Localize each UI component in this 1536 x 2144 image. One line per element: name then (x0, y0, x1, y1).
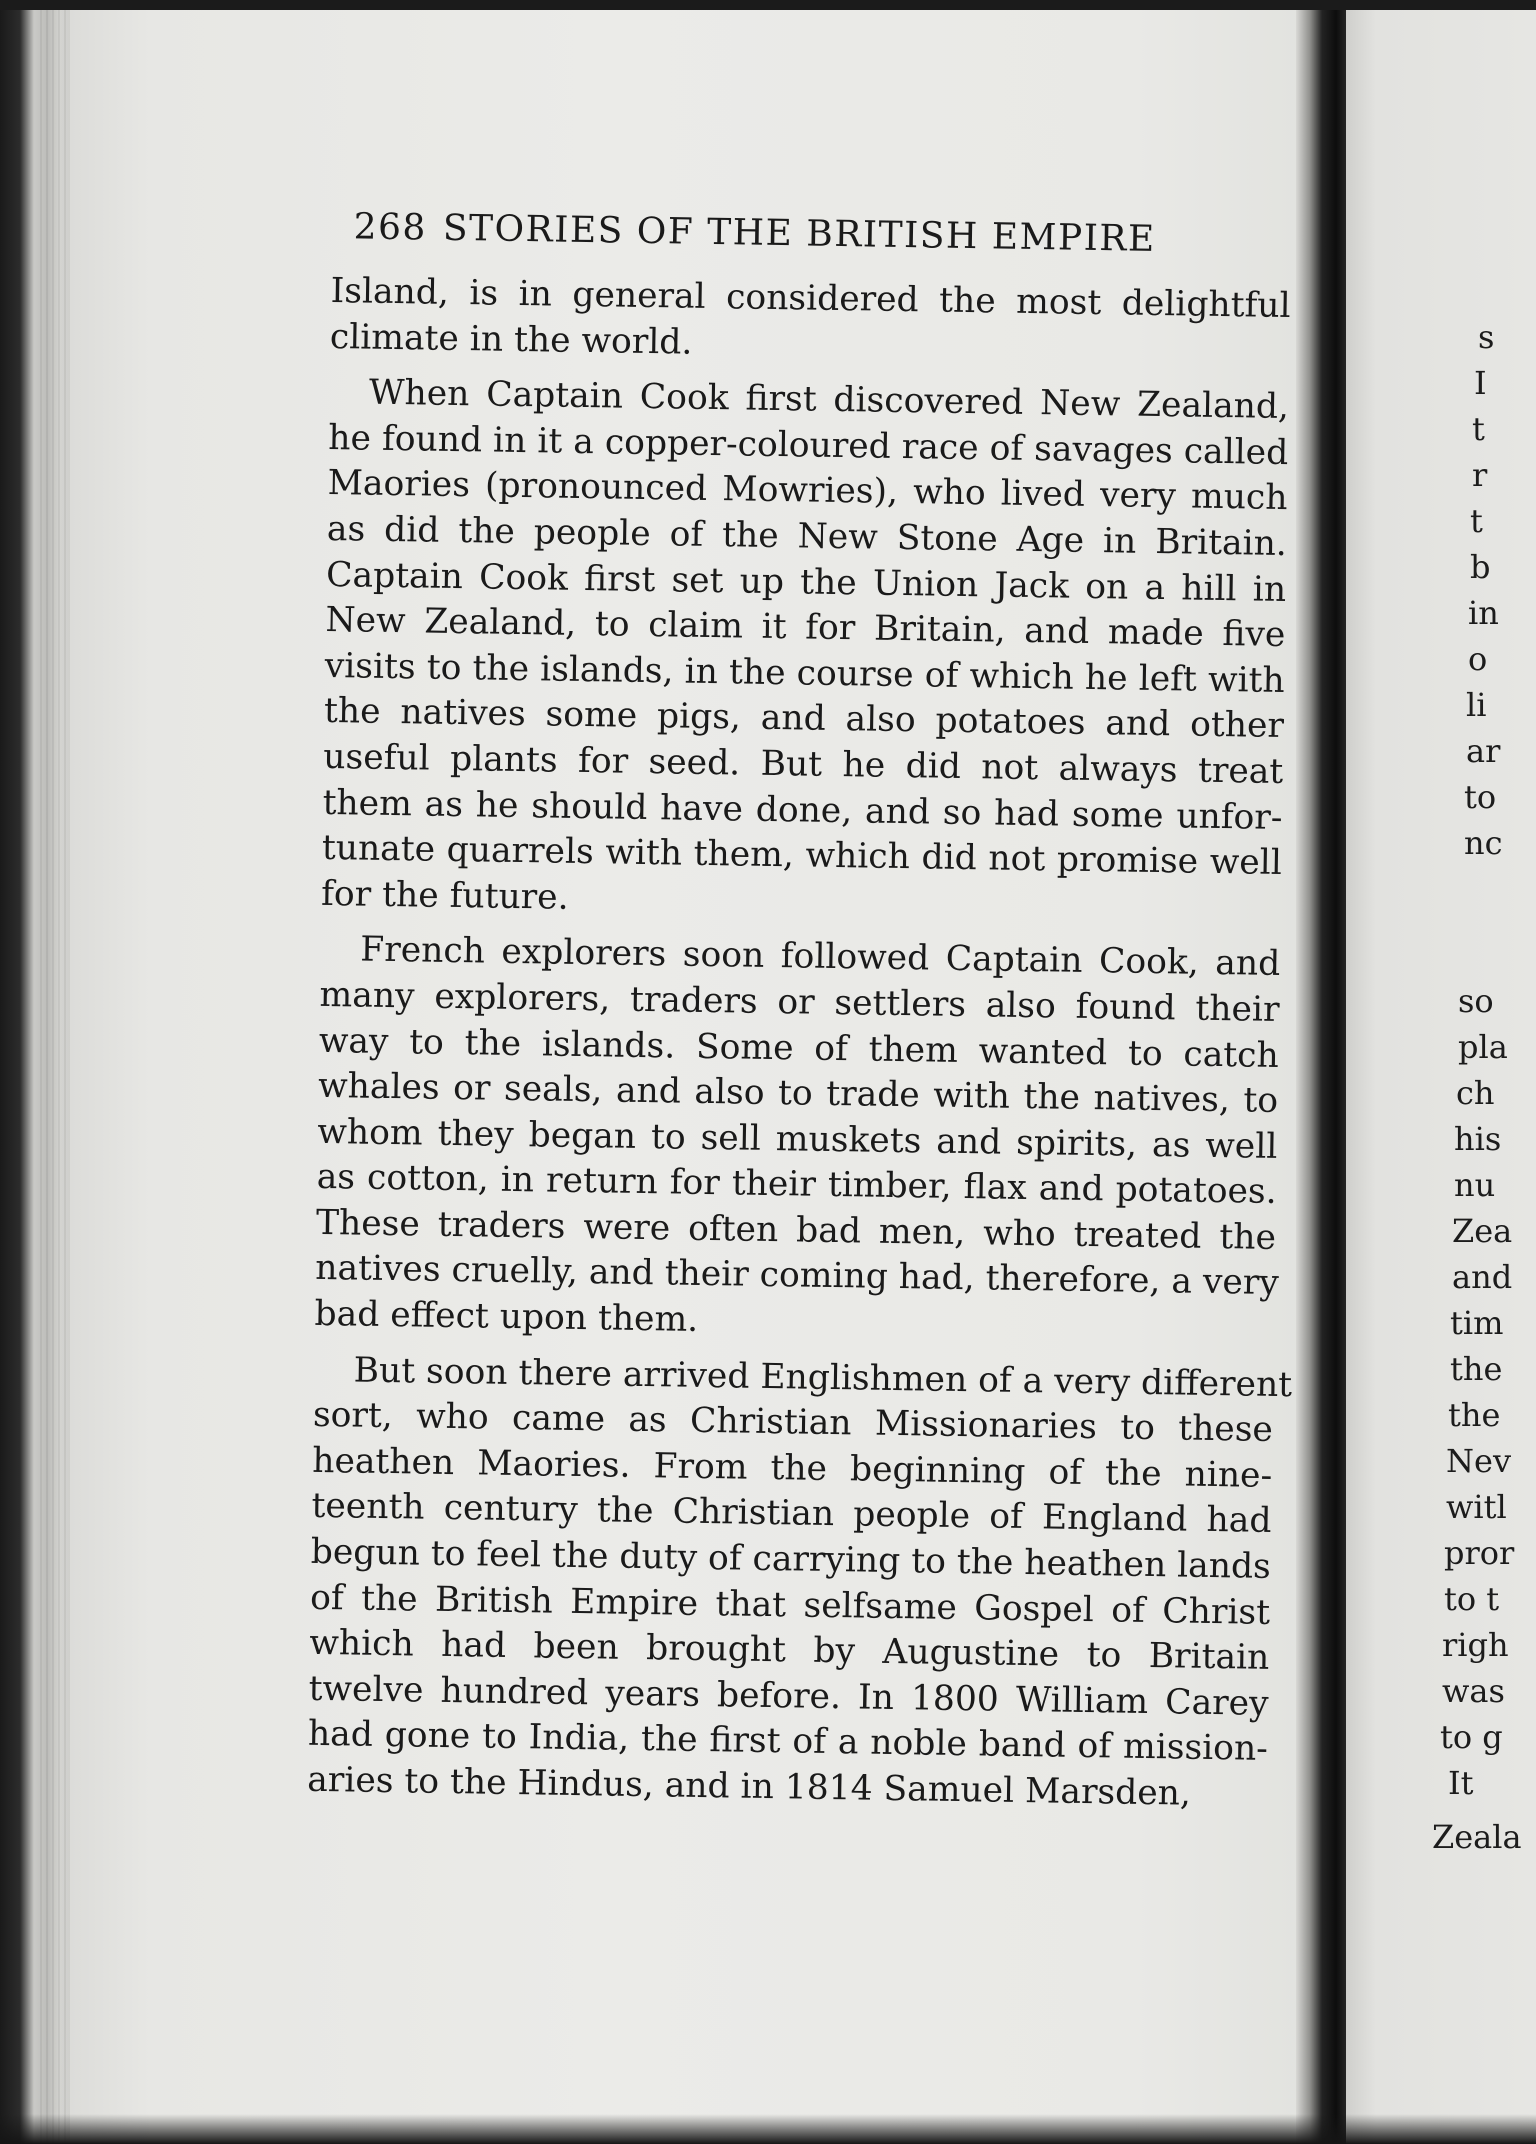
paragraph (330, 269, 1291, 375)
text-line: teenth century the Christian people of England had (311, 1486, 1272, 1542)
text-line: climate in the world. (329, 316, 693, 363)
facing-page-fragment: nu (1454, 1166, 1496, 1204)
facing-page-fragment: ar (1466, 732, 1501, 770)
text-line: way to the islands. Some of them wanted to catch (318, 1020, 1280, 1076)
text-line: begun to feel the duty of carrying to the heathen lands (310, 1531, 1272, 1587)
facing-page-fragment: b (1470, 548, 1491, 586)
paragraph (306, 1348, 1293, 1819)
facing-page-fragment: was (1442, 1672, 1505, 1710)
text-line: whom they began to sell muskets and spirits, as well (317, 1111, 1278, 1167)
facing-page-fragment: his (1454, 1120, 1502, 1158)
facing-page-fragment: pla (1458, 1028, 1508, 1066)
facing-page-fragment: li (1466, 686, 1487, 724)
facing-page-fragment: t (1472, 410, 1485, 448)
text-line: as did the people of the New Stone Age in Britain. (326, 508, 1288, 565)
facing-page-fragment: the (1448, 1396, 1501, 1434)
text-line: aries to the Hindus, and in 1814 Samuel Marsden, (306, 1759, 1192, 1814)
facing-page-fragment: righ (1442, 1626, 1509, 1664)
scan-bottom-border (0, 2114, 1536, 2144)
facing-page-fragment: nc (1464, 824, 1503, 862)
text-line: which had been brought by Augustine to Britain (309, 1623, 1270, 1679)
text-line: he found in it a copper-coloured race of savages called (328, 417, 1289, 473)
facing-page-fragment: so (1458, 982, 1494, 1020)
text-line: These traders were often bad men, who treated the (315, 1202, 1277, 1258)
text-line: useful plants for seed. But he did not always treat (323, 736, 1284, 792)
facing-page-fragment: to t (1444, 1580, 1500, 1618)
text-line: When Captain Cook first discovered New Zealand, (368, 372, 1290, 428)
book-gutter (1296, 0, 1348, 2144)
text-line: had gone to India, the first of a noble band of mission- (307, 1714, 1269, 1770)
text-line: natives cruelly, and their coming had, therefore, a very (314, 1248, 1280, 1304)
text-line: of the British Empire that selfsame Gospel of Christ (309, 1577, 1271, 1633)
text-line: twelve hundred years before. In 1800 William Carey (308, 1668, 1269, 1724)
facing-page-fragment: pror (1444, 1534, 1515, 1572)
facing-page-fragment: Zeala (1432, 1818, 1522, 1856)
text-line: French explorers soon followed Captain Cook, and (360, 929, 1281, 985)
text-line: many explorers, traders or settlers also found their (319, 974, 1280, 1030)
facing-page-fragment: and (1452, 1258, 1513, 1296)
text-line: heathen Maories. From the beginning of the nine- (311, 1440, 1273, 1496)
facing-page-fragment: Zea (1452, 1212, 1513, 1250)
facing-page-fragment: the (1450, 1350, 1503, 1388)
text-line: visits to the islands, in the course of which he left with (324, 645, 1285, 701)
text-line: whales or seals, and also to trade with the natives, to (317, 1065, 1279, 1122)
facing-page-fragment: ch (1456, 1074, 1495, 1112)
facing-page-fragment: in (1468, 594, 1499, 632)
text-line: But soon there arrived Englishmen of a very different (353, 1350, 1293, 1405)
page-text (307, 206, 1292, 1818)
text-line: for the future. (320, 873, 569, 918)
text-line: the natives some pigs, and also potatoes and other (323, 691, 1285, 747)
running-title: STORIES OF THE BRITISH EMPIRE (442, 207, 1157, 260)
facing-page-fragment: s (1478, 318, 1495, 356)
facing-page-fragment: t (1470, 502, 1483, 540)
facing-page-fragment: to (1464, 778, 1497, 816)
facing-page-fragment: I (1474, 364, 1487, 402)
facing-page-fragment: It (1448, 1764, 1474, 1802)
text-line: sort, who came as Christian Missionaries to these (312, 1395, 1274, 1451)
text-line: Island, is in general considered the most delightful (330, 270, 1291, 327)
text-line: tunate quarrels with them, which did not promise well (321, 828, 1283, 884)
paragraph (314, 927, 1280, 1352)
text-line: them as he should have done, and so had some unfor- (322, 782, 1283, 838)
scan-top-border (0, 0, 1536, 10)
facing-page-fragment: tim (1450, 1304, 1504, 1342)
text-line: Maories (pronounced Mowries), who lived very much (327, 463, 1288, 519)
page-number: 268 (353, 206, 428, 249)
facing-page-fragment: Nev (1446, 1442, 1512, 1480)
facing-page-fragment: o (1468, 640, 1488, 678)
body-paragraphs (307, 269, 1291, 1818)
text-line: New Zealand, to claim it for Britain, and made five (325, 600, 1286, 656)
facing-page-fragment: to g (1440, 1718, 1503, 1756)
facing-page-fragment: r (1472, 456, 1488, 494)
paragraph (321, 370, 1289, 932)
text-line: Captain Cook first set up the Union Jack on a hill in (325, 554, 1287, 610)
facing-page-fragment: witl (1446, 1488, 1507, 1526)
text-line: bad effect upon them. (314, 1293, 699, 1340)
text-line: as cotton, in return for their timber, flax and potatoes. (316, 1157, 1277, 1213)
